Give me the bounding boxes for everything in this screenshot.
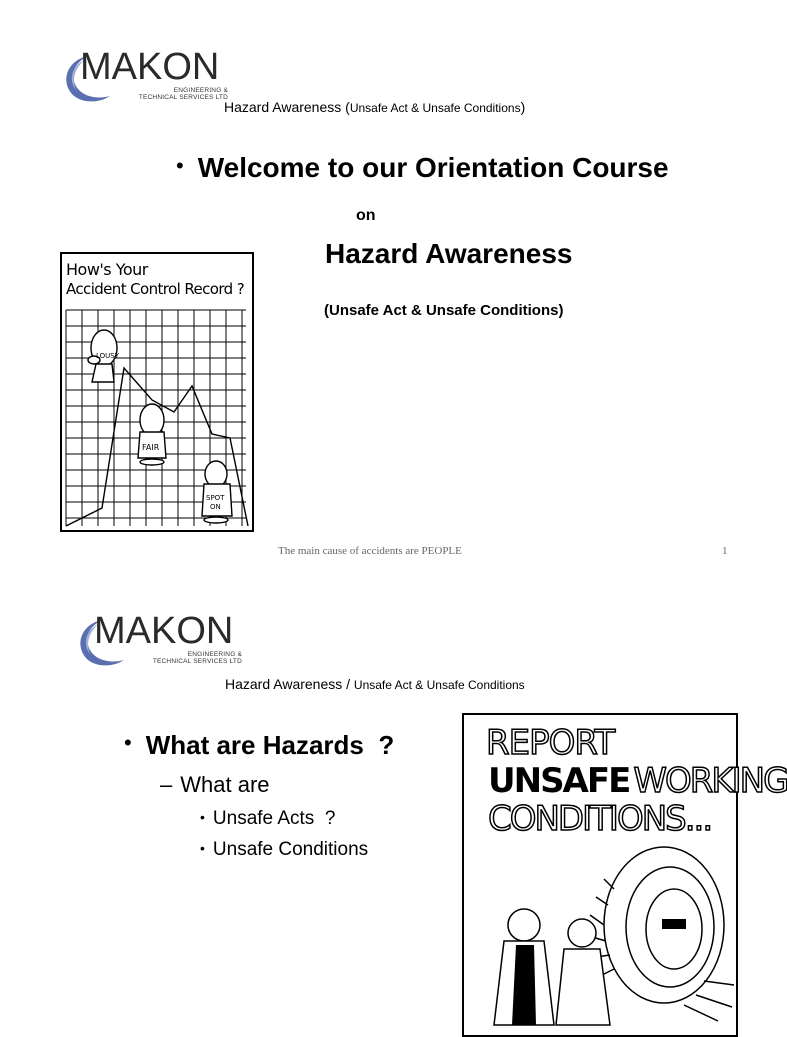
bullet-icon: •: [200, 840, 205, 856]
bullet-icon: •: [200, 809, 205, 825]
page-subtitle: (Unsafe Act & Unsafe Conditions): [324, 302, 564, 319]
hazards-heading: [124, 730, 394, 761]
slide-separator: [0, 580, 768, 581]
accident-record-cartoon: [60, 252, 254, 532]
logo-subtitle-1: ENGINEERING &: [187, 651, 242, 658]
unsafe-acts-item: Unsafe Acts ?: [212, 808, 336, 829]
logo-subtitle-1: ENGINEERING &: [173, 87, 228, 94]
bullet-icon: •: [176, 153, 184, 178]
cartoon-word-unsafe: UNSAFE: [488, 761, 630, 801]
unsafe-conditions-item: Unsafe Conditions: [212, 839, 369, 860]
on-text: on: [356, 207, 376, 224]
cartoon-word-working: WORKING: [633, 761, 787, 801]
slide-page-number: 1: [722, 545, 728, 557]
header-main: Hazard Awareness (: [224, 99, 350, 115]
slide-header-2: [225, 676, 525, 692]
dash-icon: –: [160, 772, 173, 797]
company-logo: [58, 46, 228, 112]
list-item: [200, 839, 368, 861]
cartoon-heading-1: How's Your: [66, 260, 148, 279]
header-close: ): [520, 99, 526, 115]
cartoon-line-conditions: CONDITIONS...: [488, 799, 712, 839]
list-item: [200, 808, 335, 830]
company-logo-2: [72, 610, 242, 676]
label-lousy: LOUSY: [96, 352, 120, 360]
logo-subtitle-2: TECHNICAL SERVICES LTD: [138, 94, 228, 101]
bullet-icon: •: [124, 730, 132, 755]
what-are-subheading: [160, 772, 270, 798]
header-main: Hazard Awareness /: [225, 676, 354, 692]
welcome-text: Welcome to our Orientation Course: [197, 152, 669, 183]
slide-header: [224, 99, 525, 115]
cartoon-line-report: REPORT: [486, 723, 615, 763]
label-spot: SPOT: [206, 494, 225, 502]
cartoon-line-unsafe: [488, 761, 787, 801]
slide-2: [0, 590, 787, 1024]
hazards-heading-text: What are Hazards ?: [145, 730, 395, 760]
logo-subtitle-2: TECHNICAL SERVICES LTD: [152, 658, 242, 665]
slide-footer-note: The main cause of accidents are PEOPLE: [278, 545, 462, 557]
logo-wordmark: MAKON: [80, 46, 220, 88]
logo-wordmark: MAKON: [94, 610, 234, 652]
welcome-heading: [176, 152, 669, 184]
header-small: Unsafe Act & Unsafe Conditions: [353, 678, 525, 692]
record-graph-icon: [62, 308, 252, 530]
page-title: Hazard Awareness: [325, 238, 573, 269]
what-are-text: What are: [180, 772, 270, 797]
cartoon-heading-2: Accident Control Record ?: [66, 280, 245, 298]
label-on: ON: [210, 503, 221, 511]
saw-blade-scene-icon: [464, 845, 736, 1035]
report-unsafe-cartoon: [462, 713, 787, 1037]
label-fair: FAIR: [142, 443, 160, 452]
header-small: Unsafe Act & Unsafe Conditions: [349, 101, 521, 115]
